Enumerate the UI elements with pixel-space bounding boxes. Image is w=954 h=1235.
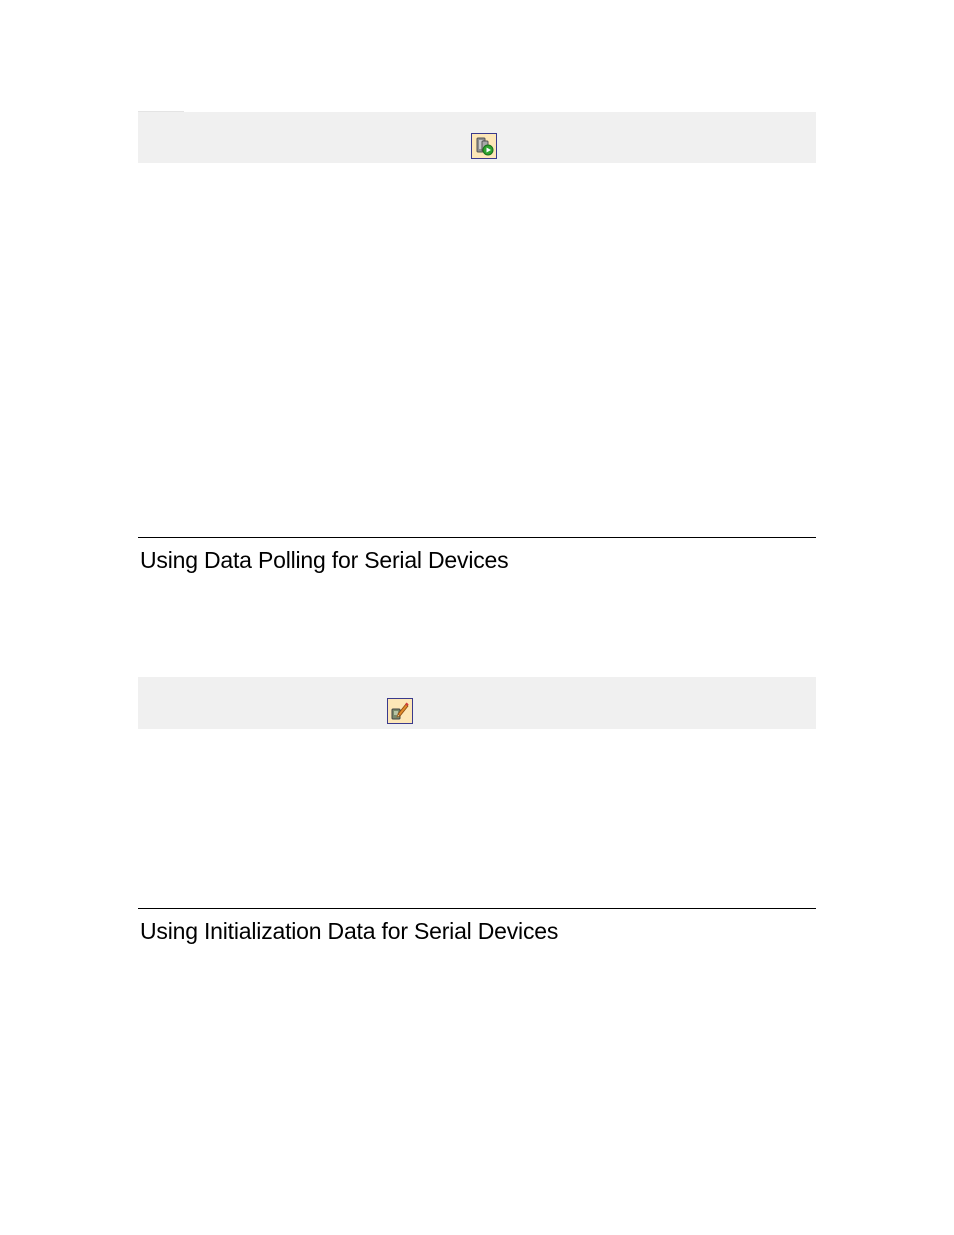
section-heading-data-polling: Using Data Polling for Serial Devices xyxy=(140,547,509,573)
edit-device-button[interactable] xyxy=(387,698,413,724)
device-edit-icon xyxy=(390,701,410,721)
toolbar-band-edit xyxy=(138,677,816,729)
section-divider xyxy=(138,908,816,909)
start-device-button[interactable] xyxy=(471,133,497,159)
section-heading-initialization-data: Using Initialization Data for Serial Devices xyxy=(140,918,559,944)
device-start-icon xyxy=(474,136,494,156)
section-divider xyxy=(138,537,816,538)
